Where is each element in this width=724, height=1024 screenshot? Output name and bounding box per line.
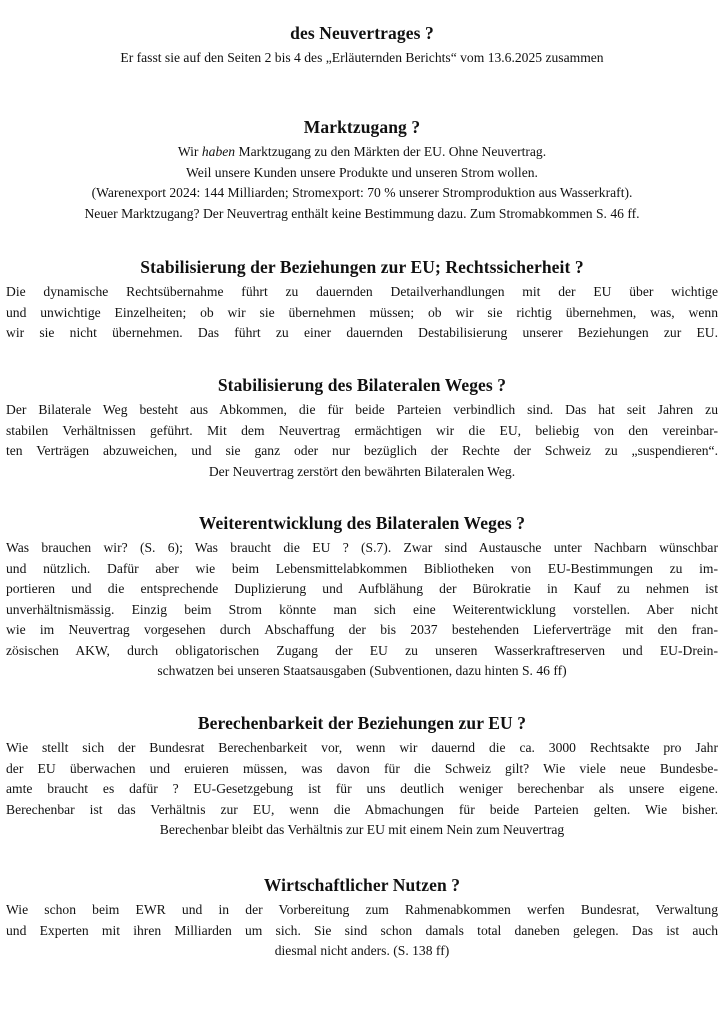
emphasis: haben [201,144,236,159]
section-body [6,282,718,344]
section-body [6,538,718,682]
text-line: und nützlich. Dafür aber wie beim Lebensmittelabkommen Bibliotheken von EU-Bestimmungen zu im- [6,560,718,576]
text-line: Weil unsere Kunden unsere Produkte und unseren Strom wollen. [186,164,538,180]
section-heading: Stabilisierung des Bilateralen Weges ? [217,375,507,395]
section-heading: Marktzugang ? [303,117,421,137]
section-heading: Weiterentwicklung des Bilateralen Weges ? [198,513,526,533]
text-line: portieren und die entsprechende Duplizierung und Aufblähung der Bürokratie in Kauf zu nehmen ist [6,581,718,596]
text-line: der EU überwachen und eruieren müssen, was davon für die Schweiz gilt? Wie viele neue Bundesbe- [6,760,718,776]
section-body [6,738,718,841]
section-intro [6,22,718,69]
text-line: ten Verträgen abzuweichen, und sie ganz oder nur bezüglich der Rechte der Schweiz zu „suspendieren“. [6,443,718,458]
text-line: und Experten mit ihren Milliarden um sich. Sie sind schon damals total daneben gelegen. Das ist auch [6,922,718,938]
section-body [6,900,718,962]
text-line: Er fasst sie auf den Seiten 2 bis 4 des „Erläuternden Berichts“ vom 13.6.2025 zusammen [120,50,604,65]
section-body [6,48,718,69]
text-line: Wie stellt sich der Bundesrat Berechenbarkeit vor, wenn wir dauernd die ca. 3000 Rechtsakte pro Jahr [6,740,718,755]
text-line: stabilen Verhältnissen geführt. Mit dem Neuvertrag ermächtigen wir die EU, beliebig von den vereinbar- [6,422,718,438]
text-line: Wir haben Marktzugang zu den Märkten der EU. Ohne Neuvertrag. [177,144,547,159]
text-line: Neuer Marktzugang? Der Neuvertrag enthält keine Bestimmung dazu. Zum Stromabkommen S. 46 ff. [84,205,640,221]
section-heading: des Neuvertrages ? [290,23,434,43]
text-line: und unwichtige Einzelheiten; ob wir sie übernehmen müssen; ob wir sie richtig übernehmen, was, wenn [6,304,718,320]
text-line: diesmal nicht anders. (S. 138 ff) [274,943,450,958]
section-rechtssicherheit [6,256,718,344]
section-wirtschaftlicher-nutzen [6,874,718,962]
text-line: Der Bilaterale Weg besteht aus Abkommen, die für beide Parteien verbindlich sind. Das hat seit Jahren zu [6,402,718,417]
text-line: wir sie nicht übernehmen. Das führt zu einer dauernden Destabilisierung unserer Beziehungen zur EU. [6,325,718,340]
text-line: unverhältnismässig. Einzig beim Strom könnte man sich eine Weiterentwicklung vorstellen. Aber nicht [6,601,718,617]
text-line: Der Neuvertrag zerstört den bewährten Bilateralen Weg. [208,463,516,479]
section-body [6,142,718,224]
section-heading: Berechenbarkeit der Beziehungen zur EU ? [197,713,527,733]
section-heading: Wirtschaftlicher Nutzen ? [263,875,461,895]
text-line: Die dynamische Rechtsübernahme führt zu dauernden Detailverhandlungen mit der EU über wichtige [6,284,718,299]
text-line: schwatzen bei unseren Staatsausgaben (Subventionen, dazu hinten S. 46 ff) [157,663,567,678]
text-line: (Warenexport 2024: 144 Milliarden; Stromexport: 70 % unserer Stromproduktion aus Wasserkraft). [91,185,633,200]
section-heading: Stabilisierung der Beziehungen zur EU; Rechtssicherheit ? [140,257,584,277]
text-line: wie im Neuvertrag vorgesehen durch Abschaffung der bis 2037 bestehenden Lieferverträge mit den fran- [6,622,718,637]
text-line: Was brauchen wir? (S. 6); Was braucht die EU ? (S.7). Zwar sind Austausche unter Nachbarn wünschbar [6,540,718,555]
section-marktzugang [6,116,718,224]
text-line: Wie schon beim EWR und in der Vorbereitung zum Rahmenabkommen werfen Bundesrat, Verwaltung [6,902,718,917]
section-bilateraler-weg [6,374,718,482]
text-line: Berechenbar bleibt das Verhältnis zur EU mit einem Nein zum Neuvertrag [159,822,565,837]
section-weiterentwicklung [6,512,718,682]
section-berechenbarkeit [6,712,718,841]
text-line: Berechenbar ist das Verhältnis zur EU, wenn die Abmachungen für beide Parteien gelten. Wie bisher. [6,801,718,817]
text-line: zösischen AKW, durch obligatorischen Zugang der EU zu unseren Wasserkraftreserven und EU-Drein- [6,642,718,658]
section-body [6,400,718,482]
text-line: amte braucht es dafür ? EU-Gesetzgebung ist für uns deutlich weniger berechenbar als unsere eigene. [6,781,718,796]
